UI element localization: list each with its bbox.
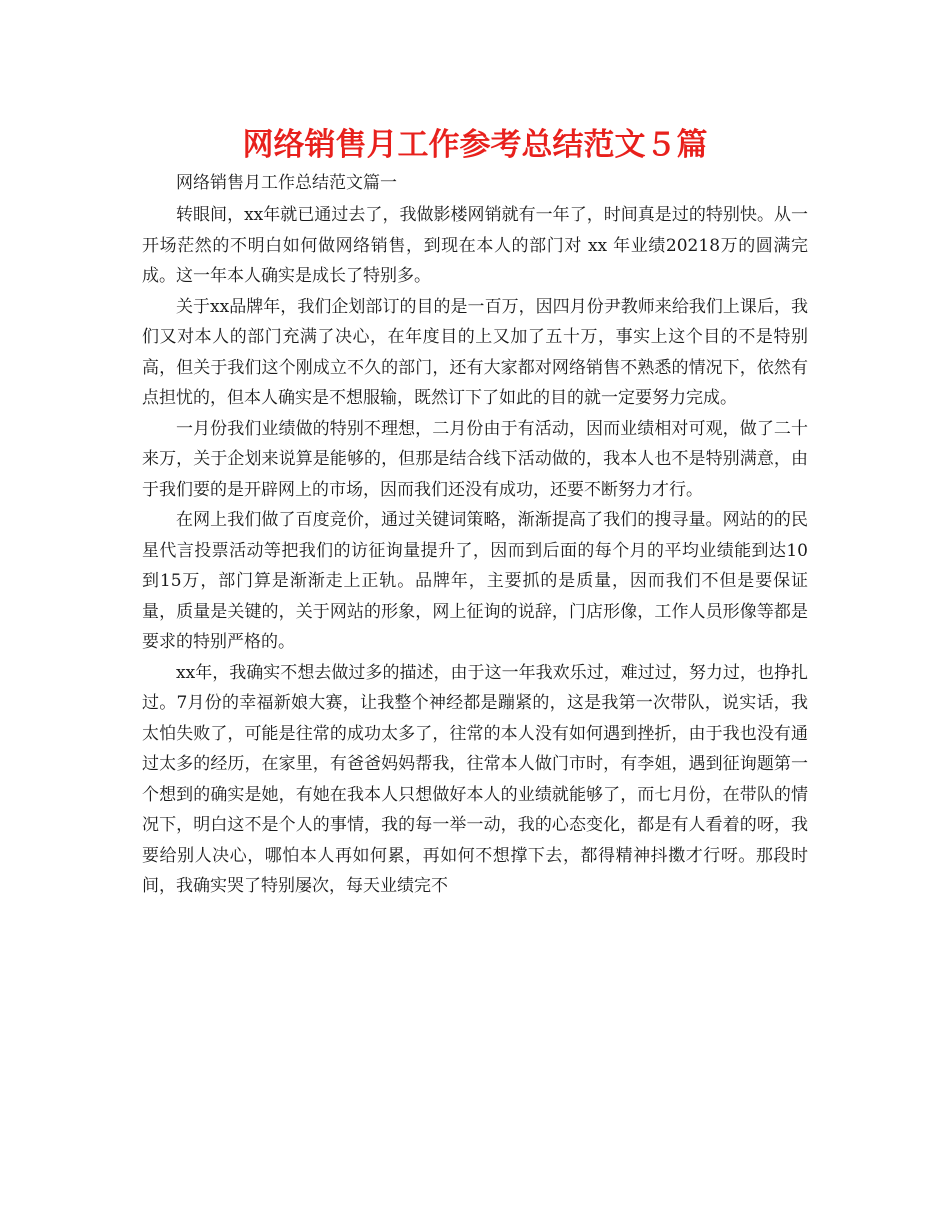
paragraph-3: 一月份我们业绩做的特别不理想，二月份由于有活动，因而业绩相对可观，做了二十来万，关于企划来说算是能够的，但那是结合线下活动做的，我本人也不是特别满意，由于我们要的是开辟网上的市场，因而我们还没有成功，还要不断努力才行。 — [142, 418, 808, 500]
document-body — [142, 168, 808, 902]
paragraph-1: 转眼间，xx年就已通过去了，我做影楼网销就有一年了，时间真是过的特别快。从一开场茫然的不明白如何做网络销售，到现在本人的部门对 xx 年业绩20218万的圆满完成。这一年本人确实是成长了特别多。 — [142, 205, 808, 286]
paragraph-5: xx年，我确实不想去做过多的描述，由于这一年我欢乐过，难过过，努力过，也挣扎过。7月份的幸福新娘大赛，让我整个神经都是蹦紧的，这是我第一次带队，说实话，我太怕失败了，可能是往常的成功太多了，往常的本人没有如何遇到挫折，由于我也没有通过太多的经历，在家里，有爸爸妈妈帮我，往常本人做门市时，有李姐，遇到征询题第一个想到的确实是她，有她在我本人只想做好本人的业绩就能够了，而七月份，在带队的情况下，明白这不是个人的事情，我的每一举一动，我的心态变化，都是有人看着的呀，我要给别人决心，哪怕本人再如何累，再如何不想撑下去，都得精神抖擞才行呀。那段时间，我确实哭了特别屡次，每天业绩完不 — [142, 662, 808, 896]
section-subheading: 网络销售月工作总结范文篇一 — [176, 173, 397, 193]
document-title: 网络销售月工作参考总结范文５篇 — [242, 127, 708, 163]
paragraph-2: 关于xx品牌年，我们企划部订的目的是一百万，因四月份尹教师来给我们上课后，我们又对本人的部门充满了决心，在年度目的上又加了五十万，事实上这个目的不是特别高，但关于我们这个刚成立不久的部门，还有大家都对网络销售不熟悉的情况下，依然有点担忧的，但本人确实是不想服输，既然订下了如此的目的就一定要努力完成。 — [142, 296, 808, 408]
paragraph-4: 在网上我们做了百度竞价，通过关键词策略，渐渐提高了我们的搜寻量。网站的的民星代言投票活动等把我们的访征询量提升了，因而到后面的每个月的平均业绩能到达10到15万，部门算是渐渐走上正轨。品牌年，主要抓的是质量，因而我们不但是要保证量，质量是关键的，关于网站的形象，网上征询的说辞，门店形像，工作人员形像等都是要求的特别严格的。 — [142, 510, 808, 652]
